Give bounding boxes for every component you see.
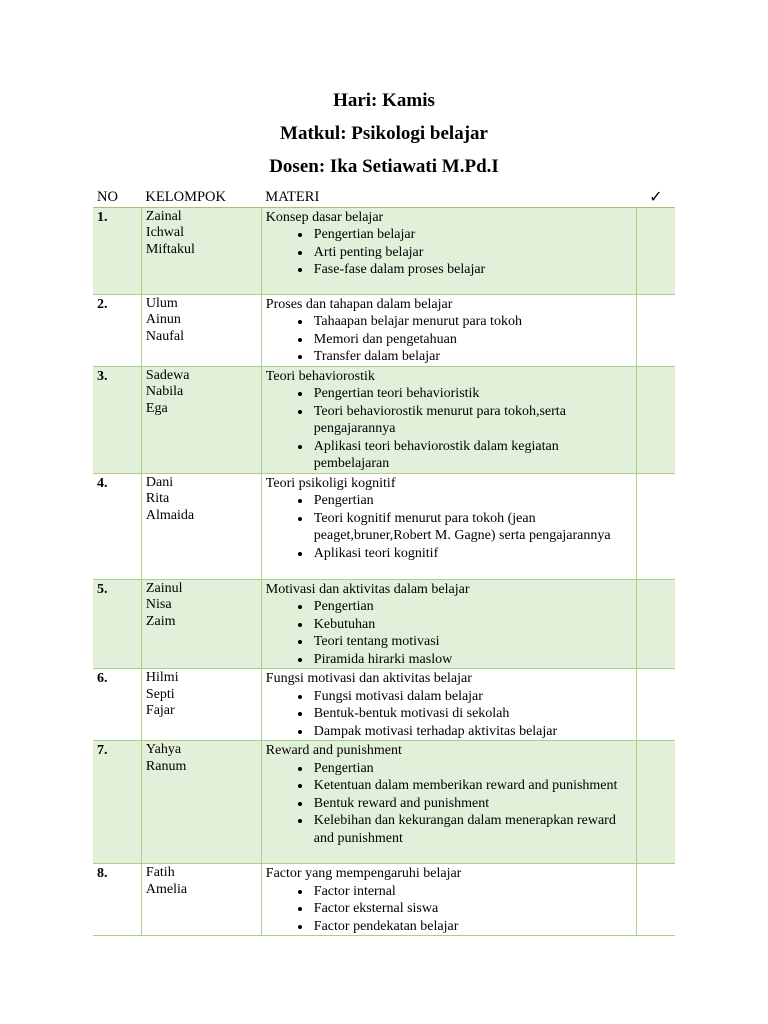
material-points-list bbox=[266, 313, 632, 366]
material-point: • Pengertian bbox=[312, 492, 632, 510]
material-point: • Aplikasi teori behaviorostik dalam kegiatan pembelajaran bbox=[312, 438, 632, 473]
member-name: Zaim bbox=[145, 613, 176, 629]
material-point: • Memori dan pengetahuan bbox=[312, 331, 632, 349]
material-point: • Teori tentang motivasi bbox=[312, 633, 632, 651]
table-row bbox=[93, 366, 675, 473]
check-cell bbox=[637, 864, 675, 936]
member-name: Rita bbox=[145, 491, 170, 506]
material-cell bbox=[261, 579, 636, 669]
material-points-list bbox=[266, 492, 632, 562]
column-header-group: KELOMPOK bbox=[141, 187, 261, 207]
check-cell bbox=[637, 741, 675, 864]
material-point: • Tahaapan belajar menurut para tokoh bbox=[312, 313, 632, 331]
group-members bbox=[141, 294, 261, 366]
member-name: Septi bbox=[145, 686, 175, 702]
material-topic: Teori psikoligi kognitif bbox=[265, 475, 396, 491]
row-number: 6. bbox=[93, 669, 141, 741]
member-name: Hilmi bbox=[145, 670, 179, 685]
material-topic: Motivasi dan aktivitas dalam belajar bbox=[265, 581, 470, 597]
table-header-row bbox=[93, 187, 675, 207]
group-members bbox=[141, 473, 261, 579]
material-points-list bbox=[266, 598, 632, 668]
material-cell bbox=[261, 294, 636, 366]
material-cell bbox=[261, 864, 636, 936]
member-name: Miftakul bbox=[145, 241, 195, 257]
group-members bbox=[141, 669, 261, 741]
material-points-list bbox=[266, 883, 632, 936]
check-cell bbox=[637, 366, 675, 473]
table-row bbox=[93, 741, 675, 864]
group-members bbox=[141, 864, 261, 936]
table-row bbox=[93, 294, 675, 366]
member-name: Nabila bbox=[145, 384, 184, 399]
check-cell bbox=[637, 473, 675, 579]
material-point: • Pengertian bbox=[312, 760, 632, 778]
group-members bbox=[141, 741, 261, 864]
check-cell bbox=[637, 579, 675, 669]
material-point: • Factor pendekatan belajar bbox=[312, 918, 632, 936]
course-heading: Matkul: Psikologi belajar bbox=[280, 123, 488, 144]
material-point: • Kelebihan dan kekurangan dalam menerapkan reward and punishment bbox=[312, 812, 632, 847]
member-name: Ranum bbox=[145, 758, 187, 774]
member-name: Amelia bbox=[145, 881, 188, 897]
material-point: • Aplikasi teori kognitif bbox=[312, 545, 632, 563]
material-point: • Transfer dalam belajar bbox=[312, 348, 632, 366]
table-row bbox=[93, 669, 675, 741]
group-members bbox=[141, 207, 261, 294]
material-point: • Arti penting belajar bbox=[312, 244, 632, 262]
row-number: 7. bbox=[93, 741, 141, 864]
row-number: 2. bbox=[93, 294, 141, 366]
material-point: • Kebutuhan bbox=[312, 616, 632, 634]
row-number: 4. bbox=[93, 473, 141, 579]
lecturer-heading: Dosen: Ika Setiawati M.Pd.I bbox=[269, 156, 499, 177]
member-name: Ulum bbox=[145, 295, 178, 311]
material-topic: Reward and punishment bbox=[265, 743, 402, 758]
member-name: Ainun bbox=[145, 312, 181, 327]
material-points-list bbox=[266, 226, 632, 279]
material-point: • Pengertian bbox=[312, 598, 632, 616]
material-topic: Konsep dasar belajar bbox=[265, 209, 384, 225]
member-name: Zainal bbox=[145, 208, 182, 224]
table-row bbox=[93, 579, 675, 669]
material-cell bbox=[261, 366, 636, 473]
material-point: • Bentuk-bentuk motivasi di sekolah bbox=[312, 705, 632, 723]
member-name: Nisa bbox=[145, 597, 172, 612]
member-name: Almaida bbox=[145, 507, 195, 523]
row-number: 8. bbox=[93, 864, 141, 936]
material-point: • Teori behaviorostik menurut para tokoh,serta pengajarannya bbox=[312, 403, 632, 438]
material-points-list bbox=[266, 688, 632, 741]
material-topic: Teori behaviorostik bbox=[265, 368, 375, 384]
table-row bbox=[93, 207, 675, 294]
member-name: Dani bbox=[145, 474, 174, 490]
material-points-list bbox=[266, 760, 632, 848]
material-point: • Pengertian teori behavioristik bbox=[312, 385, 632, 403]
check-cell bbox=[637, 207, 675, 294]
row-number: 5. bbox=[93, 579, 141, 669]
material-cell bbox=[261, 207, 636, 294]
material-cell bbox=[261, 473, 636, 579]
group-schedule-table bbox=[93, 187, 675, 936]
row-number: 3. bbox=[93, 366, 141, 473]
member-name: Fajar bbox=[145, 703, 175, 718]
material-topic: Fungsi motivasi dan aktivitas belajar bbox=[265, 671, 472, 686]
material-point: • Bentuk reward and punishment bbox=[312, 795, 632, 813]
member-name: Zainul bbox=[145, 580, 183, 596]
member-name: Fatih bbox=[145, 865, 175, 880]
material-points-list bbox=[266, 385, 632, 473]
row-number: 1. bbox=[93, 207, 141, 294]
material-topic: Proses dan tahapan dalam belajar bbox=[265, 296, 453, 312]
member-name: Ega bbox=[145, 400, 168, 416]
group-members bbox=[141, 579, 261, 669]
material-point: • Factor internal bbox=[312, 883, 632, 901]
table-row bbox=[93, 864, 675, 936]
material-point: • Fungsi motivasi dalam belajar bbox=[312, 688, 632, 706]
member-name: Sadewa bbox=[145, 367, 190, 383]
table-row bbox=[93, 473, 675, 579]
column-header-material: MATERI bbox=[261, 187, 636, 207]
member-name: Yahya bbox=[145, 742, 182, 757]
material-cell bbox=[261, 669, 636, 741]
member-name: Ichwal bbox=[145, 225, 185, 240]
material-point: • Ketentuan dalam memberikan reward and punishment bbox=[312, 777, 632, 795]
column-header-no: NO bbox=[93, 187, 141, 207]
day-heading: Hari: Kamis bbox=[333, 90, 435, 111]
material-point: • Piramida hirarki maslow bbox=[312, 651, 632, 669]
material-point: • Dampak motivasi terhadap aktivitas belajar bbox=[312, 723, 632, 741]
material-topic: Factor yang mempengaruhi belajar bbox=[265, 866, 462, 881]
member-name: Naufal bbox=[145, 328, 185, 344]
material-point: • Fase-fase dalam proses belajar bbox=[312, 261, 632, 279]
table-body bbox=[93, 207, 675, 936]
check-cell bbox=[637, 294, 675, 366]
material-cell bbox=[261, 741, 636, 864]
group-members bbox=[141, 366, 261, 473]
check-cell bbox=[637, 669, 675, 741]
material-point: • Pengertian belajar bbox=[312, 226, 632, 244]
material-point: • Teori kognitif menurut para tokoh (jean peaget,bruner,Robert M. Gagne) serta pengajarannya bbox=[312, 510, 632, 545]
material-point: • Factor eksternal siswa bbox=[312, 900, 632, 918]
checkmark-icon: ✓ bbox=[637, 187, 675, 207]
